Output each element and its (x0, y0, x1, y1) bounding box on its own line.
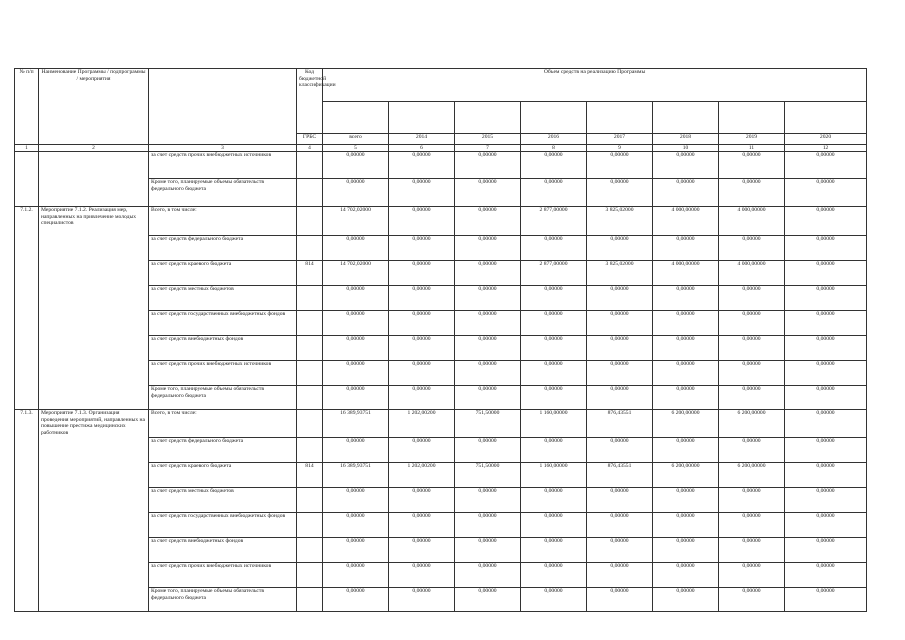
column-index: 4 (297, 145, 323, 152)
value-cell: 0,00000 (455, 236, 521, 261)
column-index: 10 (653, 145, 719, 152)
header-row-top (15, 69, 867, 102)
funding-source-label: за счет средств местных бюджетов (149, 286, 297, 311)
value-cell: 0,00000 (521, 513, 587, 538)
value-cell: 3 825,02000 (587, 261, 653, 286)
value-cell: 0,00000 (587, 488, 653, 513)
value-cell: 0,00000 (785, 410, 867, 438)
value-cell: 0,00000 (719, 179, 785, 207)
value-cell: 0,00000 (389, 563, 455, 588)
value-cell: 0,00000 (389, 438, 455, 463)
value-cell: 0,00000 (389, 386, 455, 410)
funding-source-label: Кроме того, планируемые объемы обязательств федерального бюджета (149, 386, 297, 410)
value-cell: 1 160,00000 (521, 463, 587, 488)
value-cell: 0,00000 (719, 438, 785, 463)
value-cell: 0,00000 (785, 311, 867, 336)
value-cell: 0,00000 (785, 361, 867, 386)
value-cell: 751,50000 (455, 463, 521, 488)
value-cell: 0,00000 (455, 563, 521, 588)
value-cell: 0,00000 (719, 311, 785, 336)
value-cell: 14 702,02000 (323, 207, 389, 236)
value-cell: 0,00000 (389, 488, 455, 513)
value-cell: 0,00000 (455, 152, 521, 179)
value-cell: 4 000,00000 (719, 261, 785, 286)
value-cell: 0,00000 (587, 563, 653, 588)
value-cell: 0,00000 (719, 538, 785, 563)
value-cell: 0,00000 (455, 513, 521, 538)
value-cell: 0,00000 (521, 361, 587, 386)
value-cell: 14 702,02000 (323, 261, 389, 286)
header-col-blank (149, 69, 297, 145)
value-cell: 0,00000 (389, 513, 455, 538)
column-index: 3 (149, 145, 297, 152)
value-cell: 4 000,00000 (653, 207, 719, 236)
value-cell: 0,00000 (323, 336, 389, 361)
value-cell: 0,00000 (653, 361, 719, 386)
value-cell: 0,00000 (785, 438, 867, 463)
value-cell: 0,00000 (653, 588, 719, 612)
value-cell: 0,00000 (719, 236, 785, 261)
grbs-cell (297, 410, 323, 438)
header-col-grbs: ГРБС (297, 134, 323, 145)
grbs-cell (297, 179, 323, 207)
grbs-cell (297, 588, 323, 612)
value-cell: 0,00000 (719, 563, 785, 588)
header-year: 2020 (785, 134, 867, 145)
value-cell: 0,00000 (455, 336, 521, 361)
value-cell: 0,00000 (389, 588, 455, 612)
value-cell: 6 200,00000 (719, 410, 785, 438)
value-cell: 0,00000 (389, 179, 455, 207)
value-cell: 4 000,00000 (653, 261, 719, 286)
value-cell: 2 877,00000 (521, 261, 587, 286)
funding-source-label: за счет средств краевого бюджета (149, 463, 297, 488)
grbs-cell: 814 (297, 261, 323, 286)
funding-source-label: за счет средств федерального бюджета (149, 438, 297, 463)
funding-source-label: за счет средств внебюджетных фондов (149, 336, 297, 361)
value-cell: 0,00000 (389, 361, 455, 386)
grbs-cell (297, 286, 323, 311)
value-cell: 0,00000 (719, 286, 785, 311)
header-col-volume: Объем средств на реализацию Программы (323, 69, 867, 102)
value-cell: 0,00000 (455, 386, 521, 410)
value-cell: 0,00000 (653, 488, 719, 513)
value-cell: 0,00000 (785, 463, 867, 488)
value-cell: 16 389,93751 (323, 410, 389, 438)
value-cell: 4 000,00000 (719, 207, 785, 236)
value-cell: 0,00000 (785, 152, 867, 179)
value-cell: 0,00000 (653, 538, 719, 563)
header-year: 2018 (653, 134, 719, 145)
header-year: 2016 (521, 134, 587, 145)
value-cell: 0,00000 (719, 336, 785, 361)
value-cell: 0,00000 (785, 179, 867, 207)
column-index: 2 (39, 145, 149, 152)
value-cell: 0,00000 (455, 438, 521, 463)
value-cell: 0,00000 (521, 286, 587, 311)
value-cell: 876,43551 (587, 410, 653, 438)
header-col-name: Наименование Программы / подпрограммы / мероприятия (39, 69, 149, 145)
value-cell: 0,00000 (323, 311, 389, 336)
value-cell: 0,00000 (521, 386, 587, 410)
value-cell: 6 200,00000 (653, 463, 719, 488)
funding-source-label: Всего, в том числе: (149, 207, 297, 236)
grbs-cell (297, 488, 323, 513)
budget-table (14, 68, 867, 612)
value-cell: 0,00000 (785, 286, 867, 311)
row-name-cell (39, 152, 149, 207)
value-cell: 0,00000 (587, 588, 653, 612)
value-cell: 0,00000 (719, 361, 785, 386)
value-cell: 0,00000 (323, 361, 389, 386)
value-cell: 0,00000 (521, 563, 587, 588)
value-cell: 0,00000 (587, 179, 653, 207)
value-cell: 0,00000 (521, 588, 587, 612)
funding-source-label: за счет средств прочих внебюджетных источников (149, 152, 297, 179)
value-cell: 0,00000 (587, 236, 653, 261)
header-year: 2019 (719, 134, 785, 145)
budget-sheet (14, 68, 867, 612)
value-cell: 0,00000 (587, 286, 653, 311)
value-cell: 0,00000 (521, 179, 587, 207)
funding-source-label: за счет средств федерального бюджета (149, 236, 297, 261)
value-cell: 0,00000 (653, 311, 719, 336)
grbs-cell (297, 513, 323, 538)
row-num-cell (15, 152, 39, 207)
value-cell: 0,00000 (323, 386, 389, 410)
value-cell: 0,00000 (719, 588, 785, 612)
funding-source-label: за счет средств государственных внебюджетных фондов (149, 513, 297, 538)
value-cell: 6 200,00000 (719, 463, 785, 488)
column-index: 5 (323, 145, 389, 152)
value-cell: 0,00000 (653, 179, 719, 207)
value-cell: 0,00000 (785, 513, 867, 538)
measure-number: 7.1.2. (15, 207, 39, 410)
header-year: 2014 (389, 134, 455, 145)
value-cell: 0,00000 (389, 261, 455, 286)
value-cell: 0,00000 (323, 179, 389, 207)
measure-number: 7.1.3. (15, 410, 39, 612)
header-col-code: Код бюджетной классификации (297, 69, 323, 134)
value-cell: 0,00000 (323, 513, 389, 538)
value-cell: 0,00000 (719, 386, 785, 410)
value-cell: 0,00000 (719, 152, 785, 179)
value-cell: 876,43551 (587, 463, 653, 488)
value-cell: 0,00000 (455, 207, 521, 236)
value-cell: 0,00000 (455, 179, 521, 207)
funding-source-label: Всего, в том числе: (149, 410, 297, 438)
value-cell: 0,00000 (653, 513, 719, 538)
column-index: 9 (587, 145, 653, 152)
value-cell: 0,00000 (389, 236, 455, 261)
value-cell: 0,00000 (587, 538, 653, 563)
value-cell: 0,00000 (785, 336, 867, 361)
value-cell: 0,00000 (521, 488, 587, 513)
value-cell: 0,00000 (323, 488, 389, 513)
value-cell: 0,00000 (323, 286, 389, 311)
value-cell: 0,00000 (653, 563, 719, 588)
grbs-cell (297, 336, 323, 361)
column-index: 12 (785, 145, 867, 152)
value-cell: 0,00000 (323, 588, 389, 612)
value-cell: 0,00000 (587, 336, 653, 361)
value-cell: 2 877,00000 (521, 207, 587, 236)
funding-source-label: Кроме того, планируемые объемы обязательств федерального бюджета (149, 179, 297, 207)
value-cell: 0,00000 (785, 488, 867, 513)
grbs-cell (297, 538, 323, 563)
header-year: 2017 (587, 134, 653, 145)
value-cell: 0,00000 (785, 261, 867, 286)
value-cell: 0,00000 (653, 438, 719, 463)
table-row (15, 207, 867, 236)
grbs-cell (297, 386, 323, 410)
measure-name: Мероприятие 7.1.3. Организация проведения мероприятий, направленных на повышение престижа медицинских работников (39, 410, 149, 612)
header-year: всего (323, 134, 389, 145)
column-index: 8 (521, 145, 587, 152)
value-cell: 0,00000 (521, 336, 587, 361)
value-cell: 1 202,00200 (389, 410, 455, 438)
column-index: 6 (389, 145, 455, 152)
funding-source-label: Кроме того, планируемые объемы обязательств федерального бюджета (149, 588, 297, 612)
value-cell: 0,00000 (455, 311, 521, 336)
value-cell: 0,00000 (521, 236, 587, 261)
value-cell: 0,00000 (653, 236, 719, 261)
value-cell: 0,00000 (785, 538, 867, 563)
grbs-cell (297, 207, 323, 236)
value-cell: 0,00000 (323, 438, 389, 463)
value-cell: 0,00000 (719, 488, 785, 513)
column-index: 1 (15, 145, 39, 152)
table-row (15, 152, 867, 179)
funding-source-label: за счет средств местных бюджетов (149, 488, 297, 513)
table-row (15, 410, 867, 438)
value-cell: 0,00000 (785, 207, 867, 236)
funding-source-label: за счет средств краевого бюджета (149, 261, 297, 286)
grbs-cell: 814 (297, 463, 323, 488)
value-cell: 0,00000 (587, 152, 653, 179)
value-cell: 0,00000 (521, 538, 587, 563)
value-cell: 0,00000 (653, 336, 719, 361)
value-cell: 0,00000 (785, 386, 867, 410)
value-cell: 0,00000 (587, 361, 653, 386)
value-cell: 0,00000 (587, 438, 653, 463)
value-cell: 0,00000 (455, 286, 521, 311)
grbs-cell (297, 361, 323, 386)
value-cell: 0,00000 (455, 488, 521, 513)
value-cell: 0,00000 (785, 588, 867, 612)
funding-source-label: за счет средств внебюджетных фондов (149, 538, 297, 563)
value-cell: 0,00000 (323, 236, 389, 261)
value-cell: 1 160,00000 (521, 410, 587, 438)
value-cell: 0,00000 (323, 563, 389, 588)
value-cell: 0,00000 (587, 513, 653, 538)
value-cell: 1 202,00200 (389, 463, 455, 488)
header-col-num: № п/п (15, 69, 39, 145)
value-cell: 6 200,00000 (653, 410, 719, 438)
value-cell: 0,00000 (323, 538, 389, 563)
value-cell: 0,00000 (785, 563, 867, 588)
value-cell: 0,00000 (323, 152, 389, 179)
value-cell: 0,00000 (587, 386, 653, 410)
value-cell: 0,00000 (389, 336, 455, 361)
grbs-cell (297, 236, 323, 261)
value-cell: 3 825,02000 (587, 207, 653, 236)
value-cell: 0,00000 (455, 361, 521, 386)
funding-source-label: за счет средств прочих внебюджетных источников (149, 361, 297, 386)
value-cell: 0,00000 (389, 286, 455, 311)
grbs-cell (297, 563, 323, 588)
grbs-cell (297, 152, 323, 179)
column-index: 11 (719, 145, 785, 152)
value-cell: 0,00000 (389, 152, 455, 179)
header-year: 2015 (455, 134, 521, 145)
value-cell: 0,00000 (389, 311, 455, 336)
value-cell: 0,00000 (389, 207, 455, 236)
value-cell: 0,00000 (455, 261, 521, 286)
value-cell: 0,00000 (653, 286, 719, 311)
measure-name: Мероприятие 7.1.2. Реализация мер, направленных на привлечение молодых специалистов (39, 207, 149, 410)
value-cell: 0,00000 (521, 311, 587, 336)
value-cell: 0,00000 (455, 538, 521, 563)
funding-source-label: за счет средств государственных внебюджетных фондов (149, 311, 297, 336)
value-cell: 0,00000 (521, 152, 587, 179)
value-cell: 0,00000 (653, 152, 719, 179)
value-cell: 0,00000 (455, 588, 521, 612)
value-cell: 16 389,93751 (323, 463, 389, 488)
value-cell: 0,00000 (653, 386, 719, 410)
grbs-cell (297, 311, 323, 336)
funding-source-label: за счет средств прочих внебюджетных источников (149, 563, 297, 588)
column-index: 7 (455, 145, 521, 152)
value-cell: 0,00000 (785, 236, 867, 261)
column-index-row (15, 145, 867, 152)
value-cell: 0,00000 (587, 311, 653, 336)
value-cell: 751,50000 (455, 410, 521, 438)
grbs-cell (297, 438, 323, 463)
value-cell: 0,00000 (389, 538, 455, 563)
value-cell: 0,00000 (719, 513, 785, 538)
value-cell: 0,00000 (521, 438, 587, 463)
